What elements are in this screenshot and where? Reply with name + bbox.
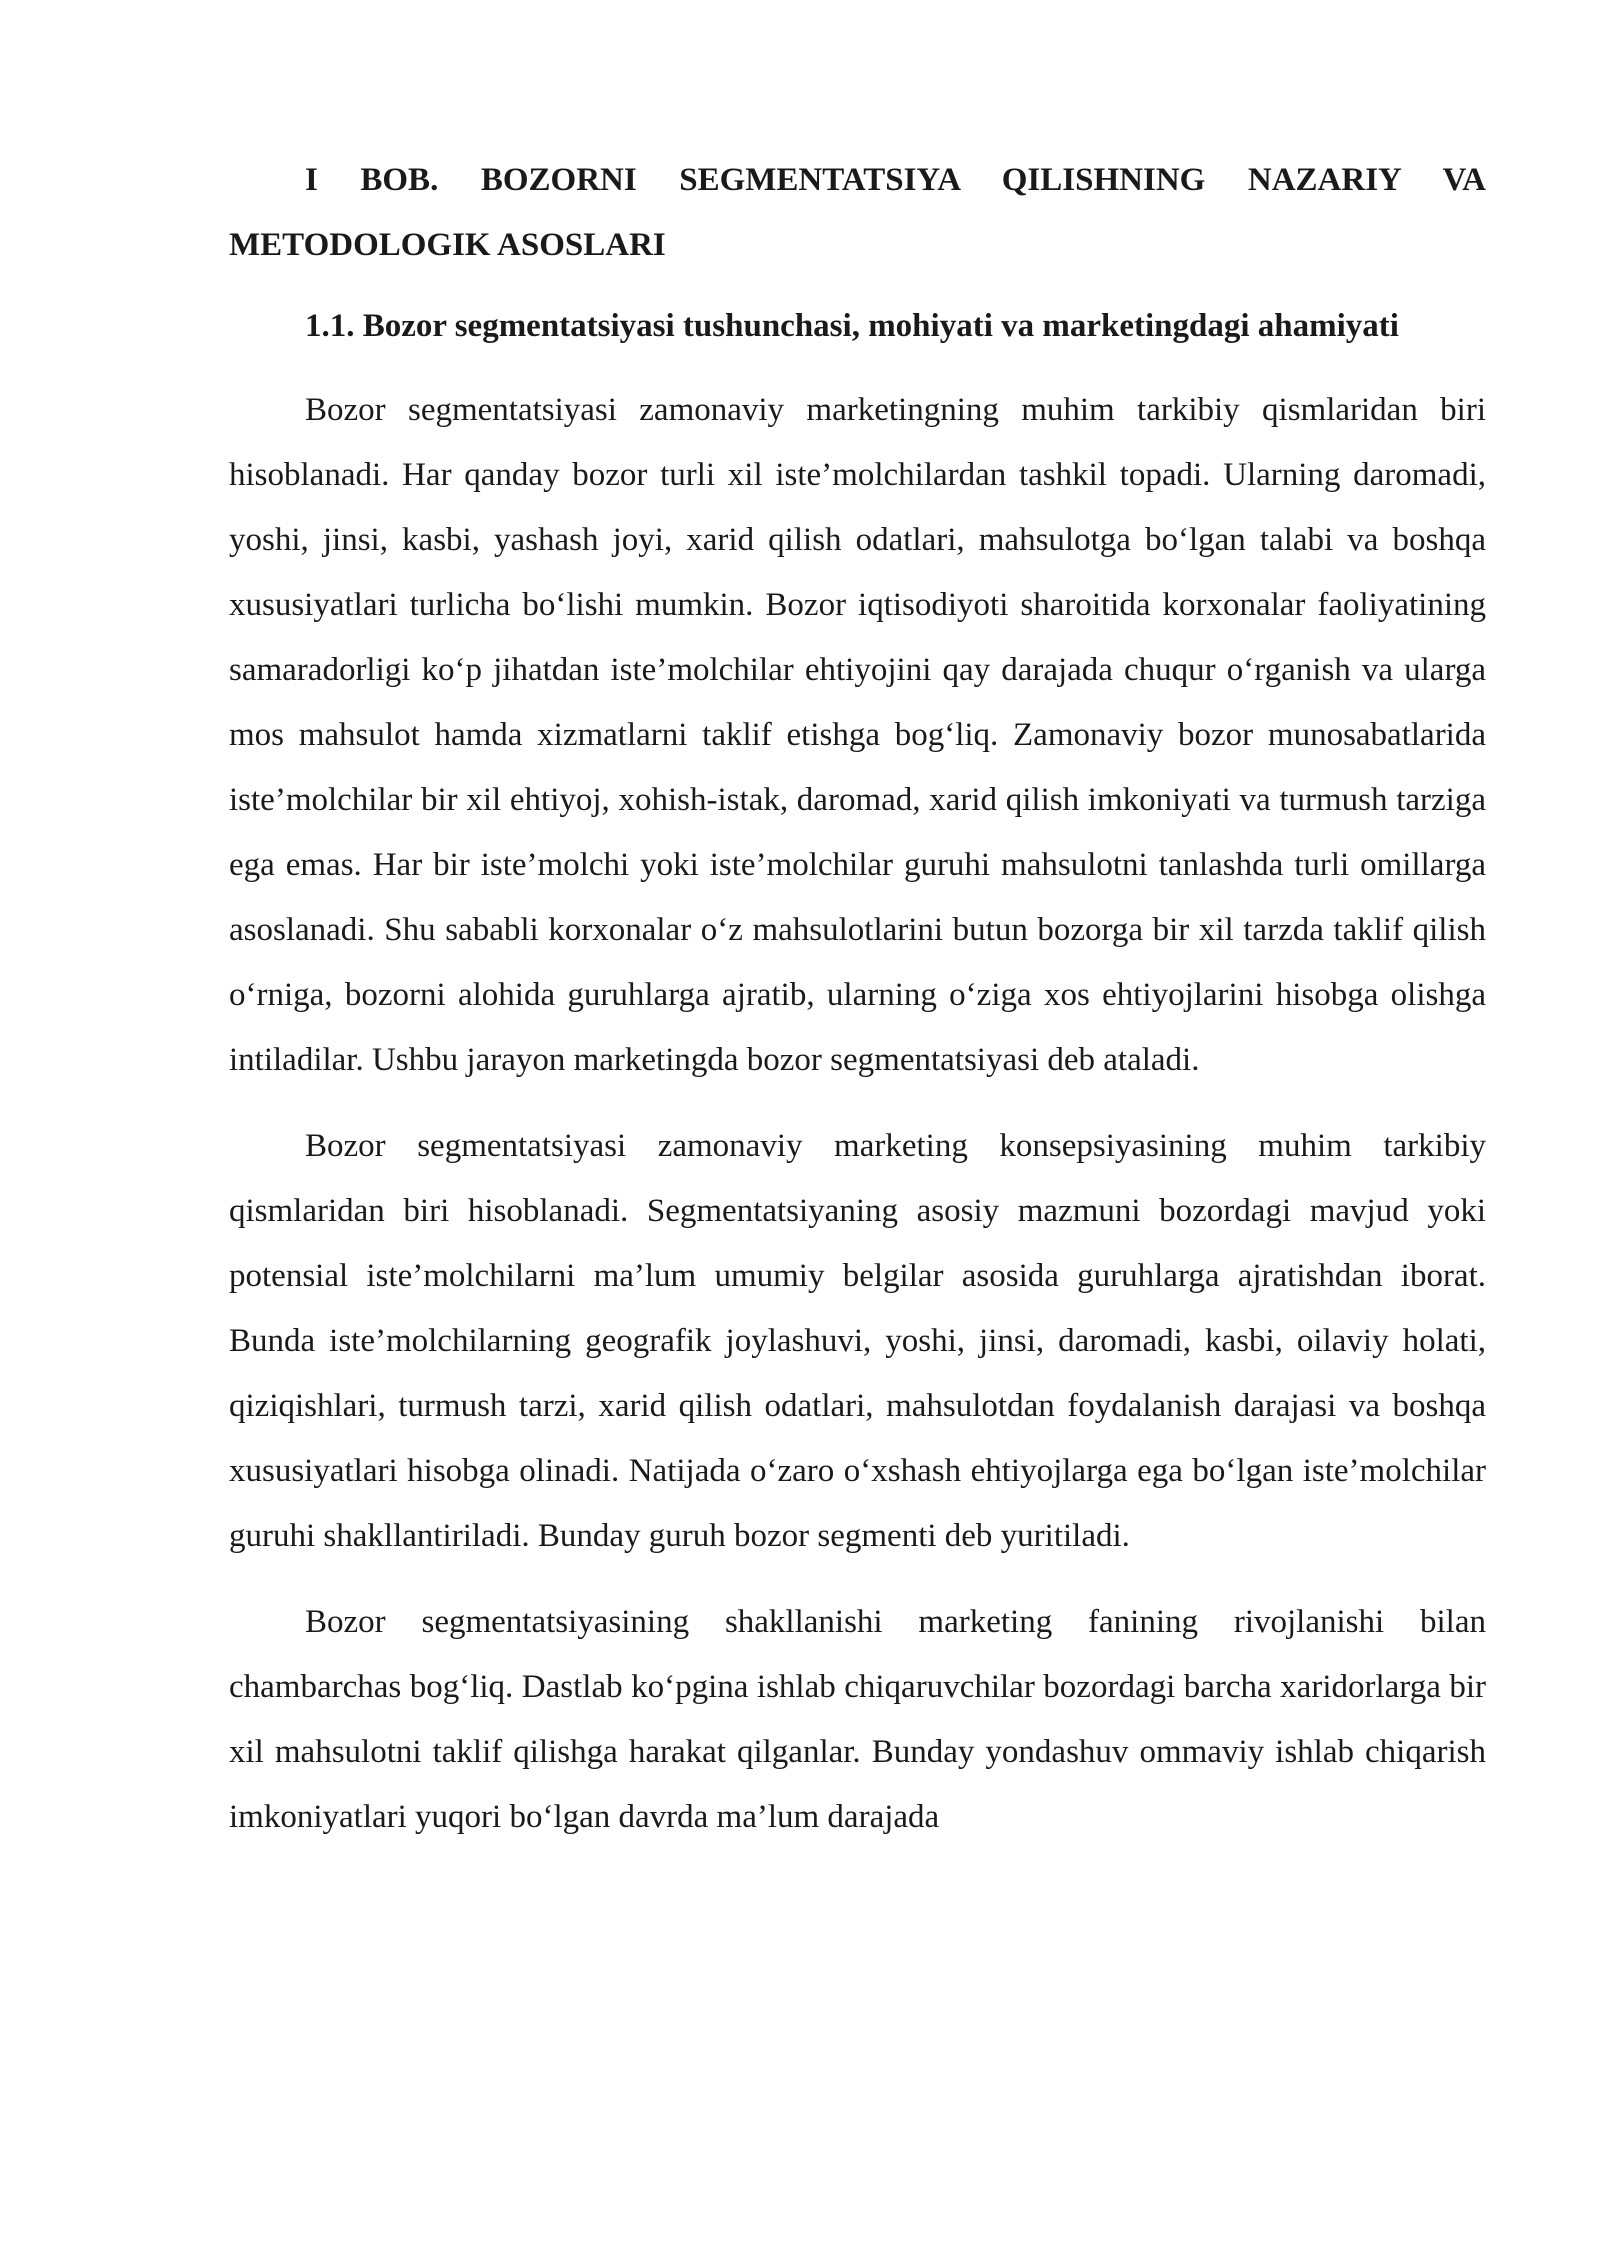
paragraph-3: Bozor segmentatsiyasining shakllanishi marketing fanining rivojlanishi bilan chambarchas bog‘liq. Dastlab ko‘pgina ishlab chiqaruvchilar bozordagi barcha xaridorlarga bir xil mahsulotni taklif qilishga harakat qilganlar. Bunday yondashuv ommaviy ishlab chiqarish imkoniyatlari yuqori bo‘lgan davrda ma’lum darajada: [229, 1604, 1486, 1835]
document-body: [229, 148, 1486, 1871]
section-title: 1.1. Bozor segmentatsiyasi tushunchasi, mohiyati va marketingdagi ahamiyati: [305, 308, 1399, 344]
paragraph-1: Bozor segmentatsiyasi zamonaviy marketingning muhim tarkibiy qismlaridan biri hisoblanadi. Har qanday bozor turli xil iste’molchilardan tashkil topadi. Ularning daromadi, yoshi, jinsi, kasbi, yashash joyi, xarid qilish odatlari, mahsulotga bo‘lgan talabi va boshqa xususiyatlari turlicha bo‘lishi mumkin. Bozor iqtisodiyoti sharoitida korxonalar faoliyatining samaradorligi ko‘p jihatdan iste’molchilar ehtiyojini qay darajada chuqur o‘rganish va ularga mos mahsulot hamda xizmatlarni taklif etishga bog‘liq. Zamonaviy bozor munosabatlarida iste’molchilar bir xil ehtiyoj, xohish-istak, daromad, xarid qilish imkoniyati va turmush tarziga ega emas. Har bir iste’molchi yoki iste’molchilar guruhi mahsulotni tanlashda turli omillarga asoslanadi. Shu sababli korxonalar o‘z mahsulotlarini butun bozorga bir xil tarzda taklif qilish o‘rniga, bozorni alohida guruhlarga ajratib, ularning o‘ziga xos ehtiyojlarini hisobga olishga intiladilar. Ushbu jarayon marketingda bozor segmentatsiyasi deb ataladi.: [229, 392, 1486, 1078]
chapter-title: I BOB. BOZORNI SEGMENTATSIYA QILISHNING NAZARIY VA METODOLOGIK ASOSLARI: [229, 162, 1486, 263]
paragraph-2: Bozor segmentatsiyasi zamonaviy marketing konsepsiyasining muhim tarkibiy qismlaridan biri hisoblanadi. Segmentatsiyaning asosiy mazmuni bozordagi mavjud yoki potensial iste’molchilarni ma’lum umumiy belgilar asosida guruhlarga ajratishdan iborat. Bunda iste’molchilarning geografik joylashuvi, yoshi, jinsi, daromadi, kasbi, oilaviy holati, qiziqishlari, turmush tarzi, xarid qilish odatlari, mahsulotdan foydalanish darajasi va boshqa xususiyatlari hisobga olinadi. Natijada o‘zaro o‘xshash ehtiyojlarga ega bo‘lgan iste’molchilar guruhi shakllantiriladi. Bunday guruh bozor segmenti deb yuritiladi.: [229, 1128, 1486, 1554]
